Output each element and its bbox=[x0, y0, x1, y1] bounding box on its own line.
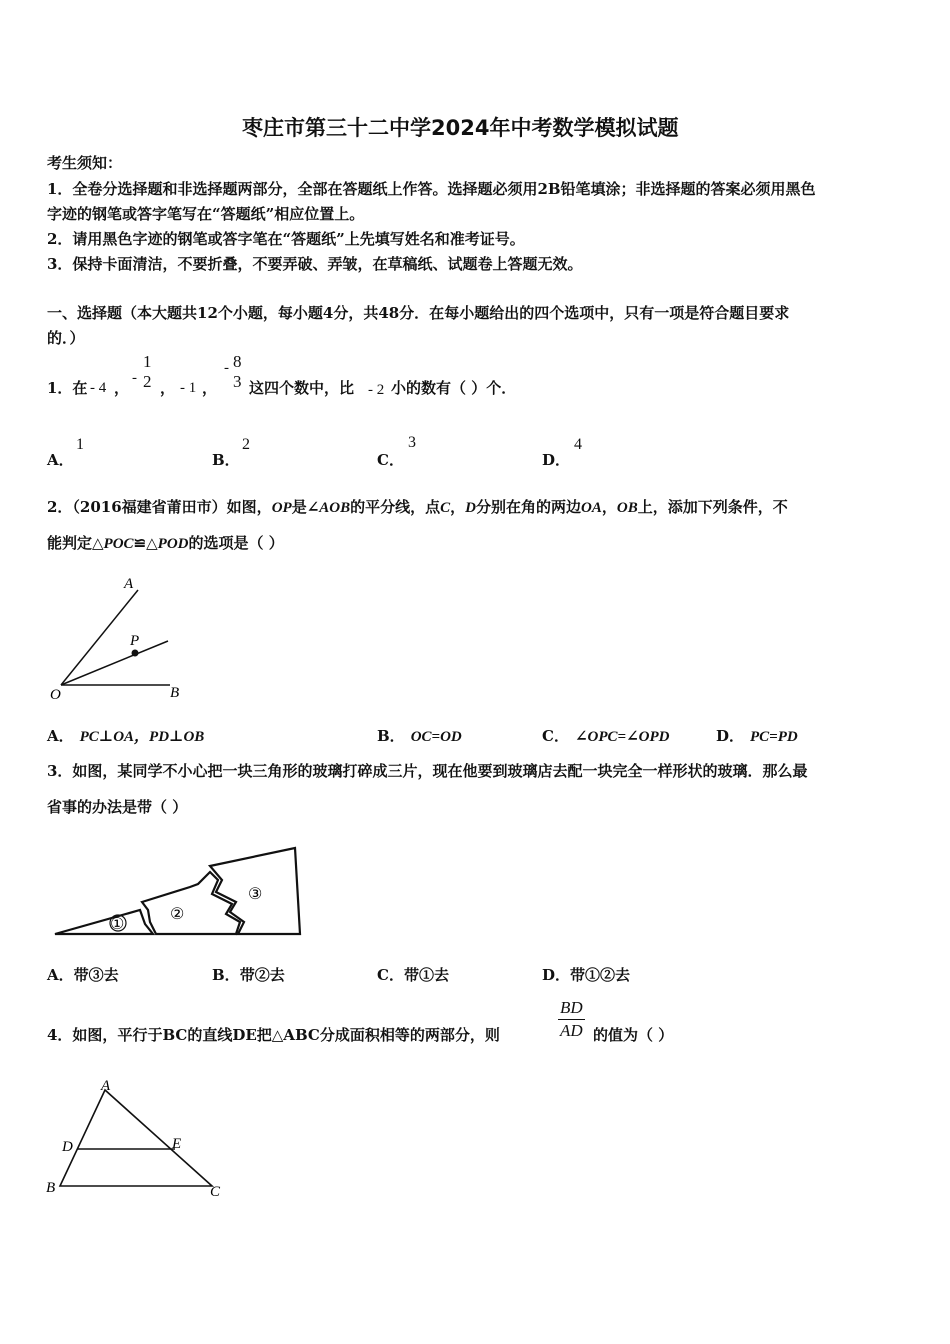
q1-fraction-eight-thirds-numerator: 8 bbox=[233, 352, 242, 371]
q3-option-a-value: 带③去 bbox=[73, 966, 119, 984]
q2-ray-op bbox=[61, 641, 168, 685]
q2-poc: POC bbox=[103, 536, 134, 552]
q4-fraction-bd-ad bbox=[558, 998, 585, 1041]
q2-text-10: 的选项是（ ） bbox=[188, 534, 284, 552]
q2-option-d-label: D． bbox=[716, 727, 745, 745]
q3-option-a[interactable] bbox=[47, 964, 119, 985]
q2-point-p-dot bbox=[132, 650, 139, 657]
q1-comma-3: ， bbox=[202, 379, 218, 397]
q2-point-d: D bbox=[465, 500, 476, 516]
q2-ray-oa bbox=[61, 590, 138, 685]
q3-option-c-label: C． bbox=[377, 966, 404, 984]
q4-label-d: D bbox=[62, 1139, 73, 1155]
q2-angle-figure bbox=[45, 570, 195, 705]
q1-fraction-half bbox=[141, 352, 154, 392]
q3-option-b-value: 带②去 bbox=[239, 966, 285, 984]
q2-option-b[interactable] bbox=[377, 725, 462, 746]
q1-option-b-value: 2 bbox=[242, 436, 250, 453]
q2-option-b-label: B． bbox=[377, 727, 405, 745]
q1-option-a-value: 1 bbox=[76, 436, 84, 453]
q2-option-d[interactable] bbox=[716, 725, 798, 746]
q3-option-b-label: B． bbox=[212, 966, 240, 984]
q4-suffix: 的值为（ ） bbox=[593, 1026, 674, 1044]
q3-label-2: ② bbox=[170, 906, 185, 923]
q2-text-9: ≌△ bbox=[133, 534, 158, 552]
q1-fraction-eight-thirds-denominator: 3 bbox=[233, 372, 242, 391]
q2-aob: AOB bbox=[319, 500, 351, 516]
q4-fraction-bar bbox=[558, 1019, 585, 1020]
q2-point-c: C bbox=[440, 500, 451, 516]
q2-option-d-value: PC=PD bbox=[750, 729, 798, 745]
q2-text-6: ， bbox=[601, 498, 617, 516]
q4-triangle-figure bbox=[40, 1078, 240, 1203]
q4-triangle-abc bbox=[60, 1090, 212, 1186]
page-title: 枣庄市第三十二中学2024年中考数学模拟试题 bbox=[242, 116, 679, 140]
section-heading-line-2: 的．） bbox=[47, 329, 85, 347]
q4-label-e: E bbox=[172, 1136, 182, 1152]
q3-label-1: ① bbox=[110, 916, 125, 933]
q3-label-3: ③ bbox=[248, 886, 263, 903]
q1-fraction-half-denominator: 2 bbox=[143, 372, 152, 391]
q2-label-a: A bbox=[124, 576, 134, 592]
notice-line-2: 2．请用黑色字迹的钢笔或答字笔在“答题纸”上先填写姓名和准考证号。 bbox=[47, 230, 525, 248]
q3-option-d[interactable] bbox=[542, 964, 630, 985]
q3-line-1: 3．如图，某同学不小心把一块三角形的玻璃打碎成三片，现在他要到玻璃店去配一块完全一样形状的玻璃．那么最 bbox=[47, 762, 808, 780]
q2-text-5: 分别在角的两边 bbox=[476, 498, 582, 516]
q2-option-a[interactable] bbox=[47, 725, 204, 746]
q4-fraction-numerator: BD bbox=[560, 998, 583, 1017]
q1-option-a-label[interactable]: A． bbox=[47, 451, 74, 469]
q1-suffix: 小的数有（ ）个． bbox=[391, 379, 517, 397]
q2-text-7: 上，添加下列条件，不 bbox=[637, 498, 788, 516]
q1-option-d-label[interactable]: D． bbox=[542, 451, 571, 469]
notice-heading: 考生须知： bbox=[47, 154, 123, 172]
q1-option-d-value: 4 bbox=[574, 436, 582, 453]
q3-option-d-label: D． bbox=[542, 966, 571, 984]
q1-number-neg2: - 2 bbox=[368, 382, 385, 398]
q1-number-neg1: - 1 bbox=[180, 380, 197, 396]
notice-line-1a: 1．全卷分选择题和非选择题两部分，全部在答题纸上作答。选择题必须用2B铅笔填涂；非选择题的答案必须用黑色 bbox=[47, 180, 816, 198]
q3-option-c[interactable] bbox=[377, 964, 449, 985]
q1-option-b-label[interactable]: B． bbox=[212, 451, 240, 469]
q4-label-c: C bbox=[210, 1184, 221, 1200]
q2-label-o: O bbox=[50, 687, 61, 703]
q2-option-c-label: C． bbox=[542, 727, 569, 745]
q3-broken-glass-figure bbox=[50, 842, 310, 942]
q2-option-c-value: ∠OPC=∠OPD bbox=[574, 729, 670, 745]
q3-option-a-label: A． bbox=[47, 966, 74, 984]
q2-oa: OA bbox=[581, 500, 602, 516]
q2-ob: OB bbox=[616, 500, 638, 516]
notice-line-3: 3．保持卡面清洁，不要折叠，不要弄破、弄皱，在草稿纸、试题卷上答题无效。 bbox=[47, 255, 583, 273]
q4-prefix: 4．如图，平行于BC的直线DE把△ABC分成面积相等的两部分，则 bbox=[47, 1026, 500, 1044]
q3-piece-1 bbox=[55, 910, 153, 934]
q1-fraction-half-numerator: 1 bbox=[143, 352, 152, 371]
q2-option-b-value: OC=OD bbox=[410, 729, 462, 745]
q2-text-4: ， bbox=[450, 498, 466, 516]
q2-op: OP bbox=[271, 500, 292, 516]
q4-label-b: B bbox=[46, 1180, 56, 1196]
q3-option-d-value: 带①②去 bbox=[570, 966, 631, 984]
q2-line-1 bbox=[47, 496, 788, 517]
q2-text-2: 是∠ bbox=[291, 498, 320, 516]
q1-prefix: 1．在 bbox=[47, 379, 88, 397]
notice-line-1b: 字迹的钢笔或答字笔写在“答题纸”相应位置上。 bbox=[47, 205, 365, 223]
q2-text-1: 2．（2016福建省莆田市）如图， bbox=[47, 498, 272, 516]
q4-label-a: A bbox=[101, 1078, 111, 1094]
q2-label-p: P bbox=[130, 633, 140, 649]
q2-option-c[interactable] bbox=[542, 725, 669, 746]
q1-number-neg4: - 4 bbox=[90, 380, 107, 396]
q1-comma-2: ， bbox=[160, 379, 176, 397]
q1-middle-text: 这四个数中，比 bbox=[249, 379, 355, 397]
q1-option-c-label[interactable]: C． bbox=[377, 451, 404, 469]
q2-line-2 bbox=[47, 532, 284, 553]
q2-label-b: B bbox=[170, 685, 180, 701]
q1-comma-1: ， bbox=[114, 379, 130, 397]
q1-option-c-value: 3 bbox=[408, 434, 416, 451]
q2-text-3: 的平分线，点 bbox=[350, 498, 441, 516]
q4-fraction-denominator: AD bbox=[560, 1021, 583, 1040]
q1-minus-1: - bbox=[132, 370, 137, 386]
q2-pod: POD bbox=[157, 536, 189, 552]
q2-option-a-label: A． bbox=[47, 727, 74, 745]
section-heading-line-1: 一、选择题（本大题共12个小题，每小题4分，共48分．在每小题给出的四个选项中，只有一项是符合题目要求 bbox=[47, 304, 790, 322]
q1-fraction-eight-thirds bbox=[231, 352, 244, 392]
q3-option-b[interactable] bbox=[212, 964, 285, 985]
q3-option-c-value: 带①去 bbox=[403, 966, 449, 984]
q2-text-8: 能判定△ bbox=[47, 534, 104, 552]
q2-option-a-value: PC⊥OA，PD⊥OB bbox=[79, 729, 205, 745]
q1-minus-2: - bbox=[224, 360, 229, 376]
q3-line-2: 省事的办法是带（ ） bbox=[47, 798, 188, 816]
